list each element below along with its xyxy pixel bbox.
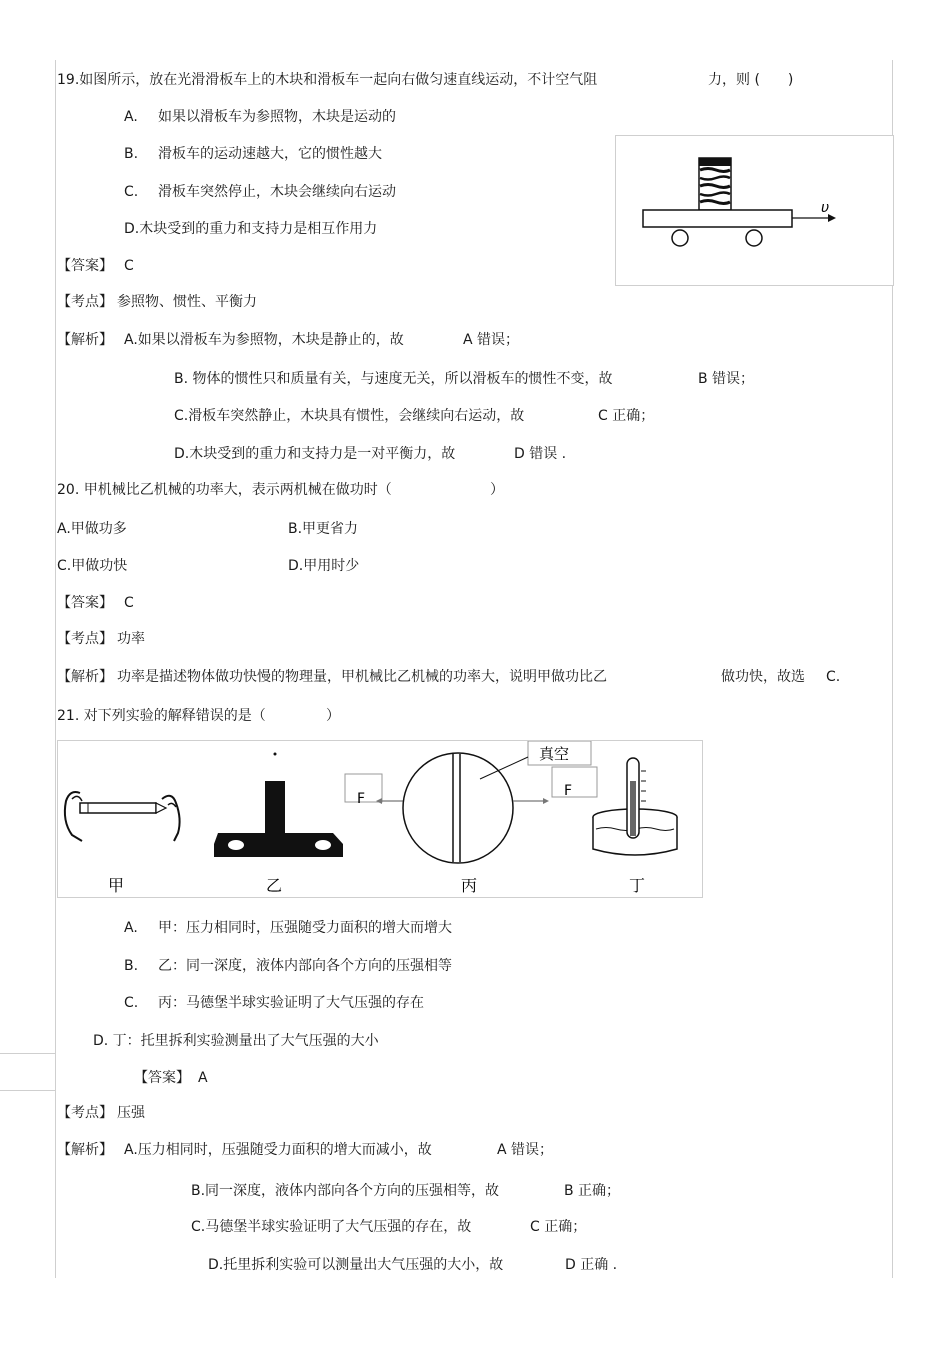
vacuum-label: 真空: [539, 745, 570, 763]
block-stripe: [699, 158, 731, 166]
q19-option-b: 滑板车的运动速越大，它的惯性越大: [158, 146, 382, 162]
q20-analysis-1-result: 做功快，故选: [721, 669, 805, 685]
q19-option-c-key: C.: [124, 184, 139, 200]
q21-option-c: 丙：马德堡半球实验证明了大气压强的存在: [158, 995, 424, 1011]
magdeburg-hemispheres: [345, 741, 597, 863]
q21-analysis-2-result: B 正确；: [564, 1183, 621, 1199]
q20-point: 功率: [117, 631, 145, 647]
q19-option-b-key: B.: [124, 146, 139, 162]
q21-analysis-4: D.托里拆利实验可以测量出大气压强的大小，故: [208, 1257, 504, 1273]
left-finger: [65, 792, 82, 841]
caption-ding: 丁: [629, 876, 646, 895]
q20-analysis-1: 功率是描述物体做功快慢的物理量，甲机械比乙机械的功率大，说明甲做功比乙: [117, 669, 607, 685]
q19-option-a-key: A.: [124, 109, 138, 125]
q21-analysis-tag: 【解析】: [57, 1142, 113, 1158]
q19-analysis-1: A.如果以滑板车为参照物，木块是静止的，故: [124, 332, 404, 348]
q19-analysis-2: B. 物体的惯性只和质量有关，与速度无关，所以滑板车的惯性不变，故: [174, 371, 613, 387]
q20-stem-close: ）: [490, 482, 504, 498]
q19-option-a: 如果以滑板车为参照物，木块是运动的: [158, 109, 396, 125]
q21-option-a-key: A.: [124, 920, 138, 936]
q20-option-b: B.甲更省力: [288, 521, 359, 537]
left-margin-line: [55, 60, 56, 1278]
q19-analysis-3: C.滑板车突然静止，木块具有惯性，会继续向右运动，故: [174, 408, 525, 424]
q19-analysis-4: D.木块受到的重力和支持力是一对平衡力，故: [174, 446, 456, 462]
q19-analysis-1-result: A 错误；: [463, 332, 520, 348]
q21-analysis-4-result: D 正确 .: [565, 1257, 618, 1273]
margin-tick-1: [0, 1053, 56, 1054]
q19-analysis-2-result: B 错误；: [698, 371, 755, 387]
q20-option-c: C.甲做功快: [57, 558, 128, 574]
q19-option-c: 滑板车突然停止，木块会继续向右运动: [158, 184, 396, 200]
q21-option-c-key: C.: [124, 995, 139, 1011]
right-finger: [162, 796, 180, 841]
experiments-diagram: [58, 741, 702, 897]
q21-analysis-2: B.同一深度，液体内部向各个方向的压强相等，故: [191, 1183, 500, 1199]
q21-stem-close: ）: [326, 708, 340, 724]
force-label-right: F: [564, 783, 573, 799]
q20-answer: C: [124, 595, 134, 611]
q19-stem: 19.如图所示，放在光滑滑板车上的木块和滑板车一起向右做匀速直线运动，不计空气阻: [57, 72, 598, 88]
q19-analysis-tag: 【解析】: [57, 332, 113, 348]
q19-analysis-3-result: C 正确；: [598, 408, 655, 424]
q21-option-a: 甲：压力相同时，压强随受力面积的增大而增大: [158, 920, 452, 936]
skateboard-diagram: [616, 136, 893, 285]
q21-analysis-3-result: C 正确；: [530, 1219, 587, 1235]
caption-bing: 丙: [461, 876, 478, 895]
caption-yi: 乙: [266, 876, 283, 895]
q20-answer-tag: 【答案】: [57, 595, 113, 611]
q21-analysis-1-result: A 错误；: [497, 1142, 554, 1158]
q19-skateboard-figure: [615, 135, 894, 286]
q21-experiment-figure: [57, 740, 703, 898]
q19-point-tag: 【考点】: [57, 294, 113, 310]
wheel-right: [746, 230, 762, 246]
q19-point: 参照物、惯性、平衡力: [117, 294, 257, 310]
q21-answer: A: [198, 1070, 208, 1086]
q19-analysis-4-result: D 错误 .: [514, 446, 567, 462]
q21-option-d: D. 丁：托里拆利实验测量出了大气压强的大小: [93, 1033, 379, 1049]
q19-stem-end: 力，则 ( ): [708, 72, 794, 88]
q20-stem: 20. 甲机械比乙机械的功率大，表示两机械在做功时（: [57, 482, 392, 498]
pencil-experiment: [65, 792, 180, 841]
q19-answer-tag: 【答案】: [57, 258, 113, 274]
q20-point-tag: 【考点】: [57, 631, 113, 647]
q19-option-d: D.木块受到的重力和支持力是相互作用力: [124, 221, 378, 237]
q21-stem: 21. 对下列实验的解释错误的是（: [57, 708, 266, 724]
caption-jia: 甲: [108, 876, 125, 895]
torricelli-experiment: [593, 758, 677, 855]
velocity-label: υ: [821, 200, 830, 216]
q21-analysis-3: C.马德堡半球实验证明了大气压强的存在，故: [191, 1219, 472, 1235]
force-label-left: F: [357, 791, 366, 807]
q20-option-d: D.甲用时少: [288, 558, 360, 574]
q21-analysis-1: A.压力相同时，压强随受力面积的增大而减小，故: [124, 1142, 432, 1158]
q20-analysis-tag: 【解析】: [57, 669, 113, 685]
wheel-left: [672, 230, 688, 246]
pressure-stand-experiment: [214, 753, 343, 858]
q19-answer: C: [124, 258, 134, 274]
q20-analysis-1-choice: C.: [826, 669, 841, 685]
q21-option-b-key: B.: [124, 958, 139, 974]
q21-answer-tag: 【答案】: [134, 1070, 190, 1086]
q21-point: 压强: [117, 1105, 145, 1121]
q20-option-a: A.甲做功多: [57, 521, 127, 537]
q21-option-b: 乙：同一深度，液体内部向各个方向的压强相等: [158, 958, 452, 974]
board: [643, 210, 792, 227]
q21-point-tag: 【考点】: [57, 1105, 113, 1121]
margin-tick-2: [0, 1090, 56, 1091]
